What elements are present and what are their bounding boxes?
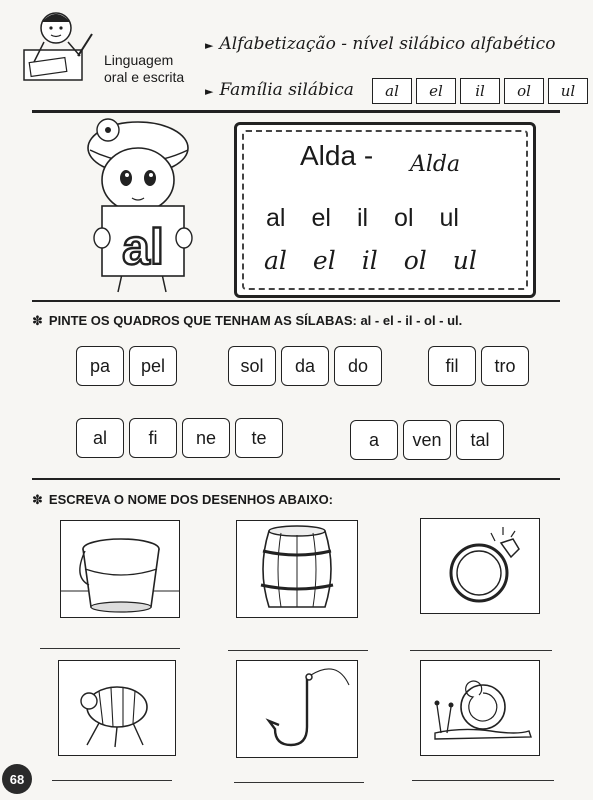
bucket-drawing	[61, 521, 179, 617]
picture-box	[58, 660, 176, 756]
syllable-chip[interactable]: da	[281, 346, 329, 386]
answer-line	[40, 648, 180, 649]
syllable-chip[interactable]: a	[350, 420, 398, 460]
frame-syllable: el	[311, 204, 331, 232]
syllable-chip[interactable]: sol	[228, 346, 276, 386]
palm-bullet-icon: ✽	[32, 492, 43, 507]
snail-drawing	[421, 661, 539, 755]
syllable-chip[interactable]: ven	[403, 420, 451, 460]
header-divider	[32, 110, 560, 113]
family-syllable-boxes	[372, 78, 588, 104]
picture-box	[420, 518, 540, 614]
frame-syllables-script	[264, 246, 477, 275]
subject-line-1: Linguagem	[104, 52, 174, 68]
syllable-chip[interactable]: al	[76, 418, 124, 458]
child-writing-illustration	[20, 4, 102, 84]
answer-line	[412, 780, 554, 781]
picture-box	[236, 660, 358, 758]
fishhook-drawing	[237, 661, 357, 757]
subject-line-2: oral e escrita	[104, 69, 185, 85]
frame-syllable-script: ul	[452, 246, 477, 275]
page-number: 68	[2, 764, 32, 794]
syllable-chip[interactable]: fil	[428, 346, 476, 386]
section2-heading-text: ESCREVA O NOME DOS DESENHOS ABAIXO:	[48, 492, 334, 507]
mascot-card-text: al	[122, 219, 164, 275]
ring-drawing	[421, 519, 539, 613]
frame-syllable-script: al	[264, 246, 287, 275]
flea-drawing	[59, 661, 175, 755]
frame-syllable: al	[266, 204, 286, 232]
section1-heading-text: PINTE OS QUADROS QUE TENHAM AS SÍLABAS: al - el - il - ol - ul.	[48, 313, 463, 328]
syllable-chip[interactable]: fi	[129, 418, 177, 458]
family-line	[205, 80, 354, 100]
word-filtro	[428, 346, 529, 386]
section1-heading	[32, 313, 462, 329]
palm-bullet-icon: ✽	[32, 313, 43, 328]
barrel-drawing	[237, 521, 357, 617]
picture-box	[60, 520, 180, 618]
arrow-right-icon: ►	[205, 39, 214, 52]
syllable-chip[interactable]: te	[235, 418, 283, 458]
family-box: il	[460, 78, 500, 104]
frame-word-script: Alda	[410, 152, 461, 177]
word-avental	[350, 420, 504, 460]
syllable-chip[interactable]: do	[334, 346, 382, 386]
subject-title	[104, 52, 184, 86]
frame-syllable-script: el	[312, 246, 336, 275]
family-box: el	[416, 78, 456, 104]
word-soldado	[228, 346, 382, 386]
frame-syllable: ul	[439, 204, 459, 232]
answer-line	[234, 782, 364, 783]
arrow-right-icon: ►	[205, 85, 214, 98]
answer-line	[52, 780, 172, 781]
topic-line	[205, 34, 555, 54]
answer-line	[410, 650, 552, 651]
picture-box	[236, 520, 358, 618]
syllable-chip[interactable]: pel	[129, 346, 177, 386]
frame-syllable-script: ol	[403, 246, 427, 275]
syllable-chip[interactable]: tro	[481, 346, 529, 386]
picture-box	[420, 660, 540, 756]
syllable-chip[interactable]: pa	[76, 346, 124, 386]
syllable-chip[interactable]: tal	[456, 420, 504, 460]
section2-heading	[32, 492, 333, 508]
family-box: ul	[548, 78, 588, 104]
frame-syllables-print	[266, 204, 459, 233]
family-box: al	[372, 78, 412, 104]
frame-syllable: il	[356, 204, 369, 232]
answer-line	[228, 650, 368, 651]
word-papel	[76, 346, 177, 386]
syllable-chip[interactable]: ne	[182, 418, 230, 458]
frame-syllable-script: il	[361, 246, 378, 275]
frame-syllable: ol	[394, 204, 414, 232]
family-label: Família silábica	[219, 80, 354, 100]
frame-word-print: Alda -	[300, 140, 374, 171]
divider-2	[32, 478, 560, 480]
word-alfinete	[76, 418, 283, 458]
girl-mascot-illustration	[72, 114, 212, 296]
family-box: ol	[504, 78, 544, 104]
topic-text: Alfabetização - nível silábico alfabético	[219, 34, 556, 54]
divider-1	[32, 300, 560, 302]
